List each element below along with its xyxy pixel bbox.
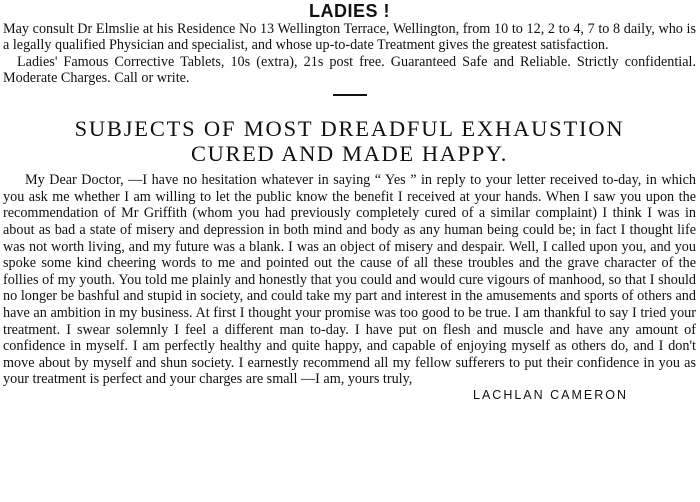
ladies-ad-paragraph-tablets: Ladies' Famous Corrective Tablets, 10s (extra), 21s post free. Guaranteed Safe and Reliable. Strictly confidential. Moderate Charges. Call or write. [3, 53, 696, 86]
testimonial-headline-line2: CURED AND MADE HAPPY. [191, 141, 508, 167]
testimonial-letter-body: My Dear Doctor, —I have no hesitation whatever in saying “ Yes ” in reply to your letter received to-day, in which you ask me whether I am willing to let the public know the benefit I received at your hands. When I saw you upon the recommendation of Mr Griffith (whom you had previously completely cured of a similar complaint) I think I was in about as bad a state of misery and depression in both mind and body as any human being could be; in fact I thought life was not worth living, and my future was a blank. I was an object of misery and despair. Well, I called upon you, and you spoke some kind cheering words to me and pointed out the cause of all these troubles and the grave character of the follies of my youth. You told me plainly and honestly that you could and would cure vigours of manhood, so that I should no longer be bashful and stupid in society, and could take my part and interest in the amusements and sports of others and have an ambition in my business. At first I thought your promise was too good to be true. I am thankful to say I tried your treatment. I swear solemnly I feel a different man to-day. I have put on flesh and muscle and have any amount of confidence in myself. I am perfectly healthy and quite happy, and capable of enjoying myself as others do, and I don't move about by myself and shun society. I earnestly recommend all my fellow sufferers to put their confidence in you as your treatment is perfect and your charges are small —I am, yours truly, [3, 172, 696, 388]
section-divider-rule [333, 94, 367, 96]
ladies-ad-paragraph-consult: May consult Dr Elmslie at his Residence No 13 Wellington Terrace, Wellington, from 10 to 12, 2 to 4, 7 to 8 daily, who is a legally qualified Physician and specialist, and whose up-to-date Treatment gives the greatest satisfaction. [3, 21, 696, 54]
testimonial-advertisement [3, 116, 696, 403]
testimonial-headline-line1: SUBJECTS OF MOST DREADFUL EXHAUSTION [74, 116, 625, 142]
ladies-heading: LADIES ! [308, 1, 390, 21]
ladies-advertisement [3, 0, 696, 86]
testimonial-signature: LACHLAN CAMERON [473, 387, 629, 402]
